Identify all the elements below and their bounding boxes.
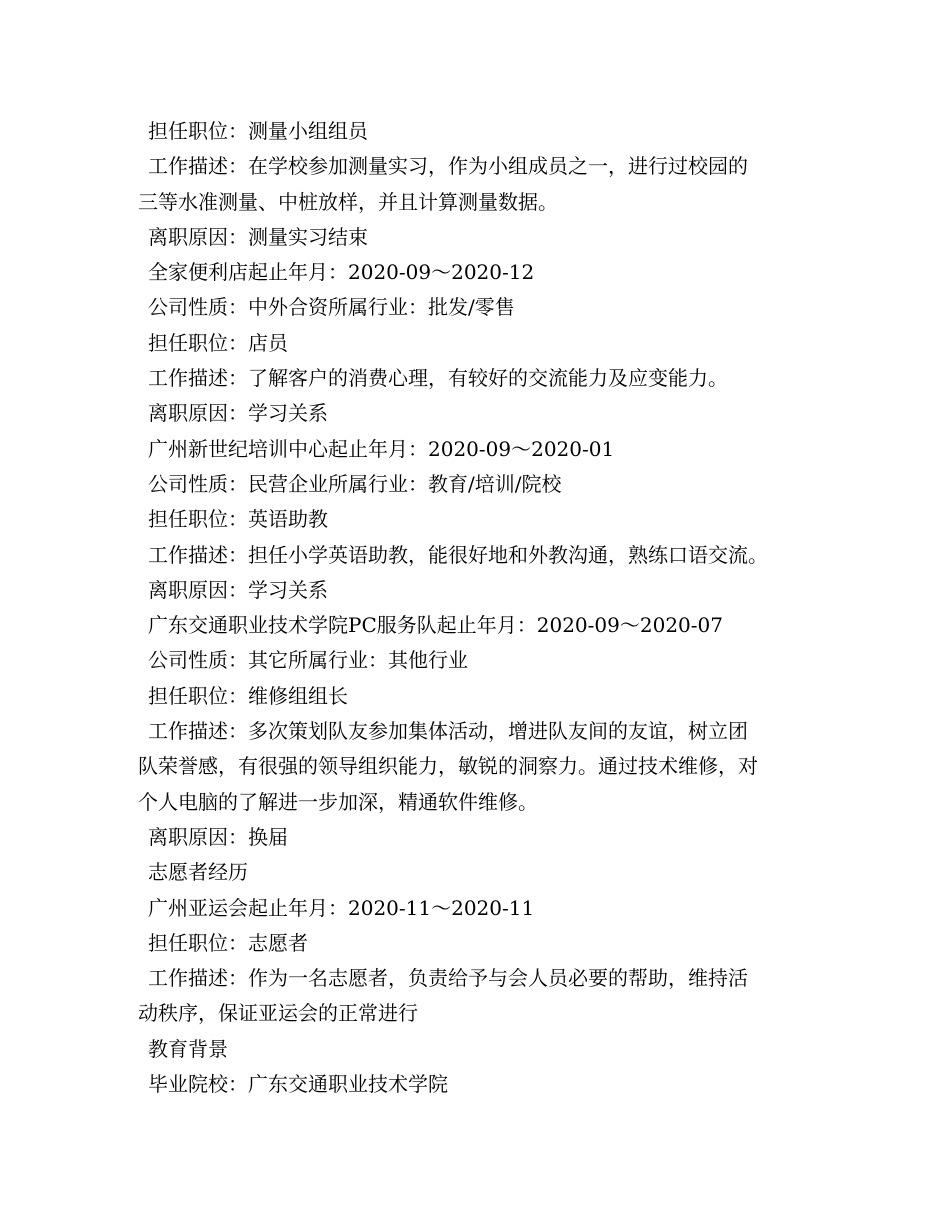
text-line: 离职原因：换届 [148, 824, 288, 849]
text-line: 担任职位：英语助教 [148, 507, 328, 532]
text-line: 全家便利店起止年月：2020-09～2020-12 [148, 260, 535, 285]
text-line: 公司性质：中外合资所属行业：批发/零售 [148, 295, 515, 320]
text-line: 三等水准测量、中桩放样，并且计算测量数据。 [138, 189, 558, 214]
text-line: 担任职位：测量小组组员 [148, 119, 368, 143]
text-line: 工作描述：担任小学英语助教，能很好地和外教沟通，熟练口语交流。 [148, 542, 768, 567]
text-line: 离职原因：测量实习结束 [148, 224, 368, 249]
text-line: 队荣誉感，有很强的领导组织能力，敏锐的洞察力。通过技术维修，对 [138, 754, 758, 779]
text-line: 担任职位：店员 [148, 330, 288, 355]
section-heading: 志愿者经历 [148, 860, 248, 885]
text-line: 动秩序，保证亚运会的正常进行 [138, 1001, 418, 1026]
text-line: 工作描述：在学校参加测量实习，作为小组成员之一，进行过校园的 [148, 154, 748, 179]
text-line: 个人电脑的了解进一步加深，精通软件维修。 [138, 789, 538, 814]
text-line: 广州亚运会起止年月：2020-11～2020-11 [148, 895, 535, 920]
section-heading: 教育背景 [148, 1036, 228, 1061]
text-line: 工作描述：多次策划队友参加集体活动，增进队友间的友谊，树立团 [148, 719, 748, 744]
text-line: 离职原因：学习关系 [148, 577, 328, 602]
text-line: 广州新世纪培训中心起止年月：2020-09～2020-01 [148, 436, 615, 461]
text-line: 公司性质：民营企业所属行业：教育/培训/院校 [148, 471, 562, 496]
text-line: 毕业院校：广东交通职业技术学院 [148, 1072, 448, 1097]
text-line: 广东交通职业技术学院PC服务队起止年月：2020-09～2020-07 [148, 613, 723, 638]
document-body [138, 114, 818, 1102]
text-line: 离职原因：学习关系 [148, 401, 328, 426]
text-line: 工作描述：了解客户的消费心理，有较好的交流能力及应变能力。 [148, 366, 728, 391]
text-line: 担任职位：志愿者 [148, 930, 308, 955]
text-line: 工作描述：作为一名志愿者，负责给予与会人员必要的帮助，维持活 [148, 966, 748, 991]
text-line: 公司性质：其它所属行业：其他行业 [148, 648, 468, 673]
text-line: 担任职位：维修组组长 [148, 683, 348, 708]
